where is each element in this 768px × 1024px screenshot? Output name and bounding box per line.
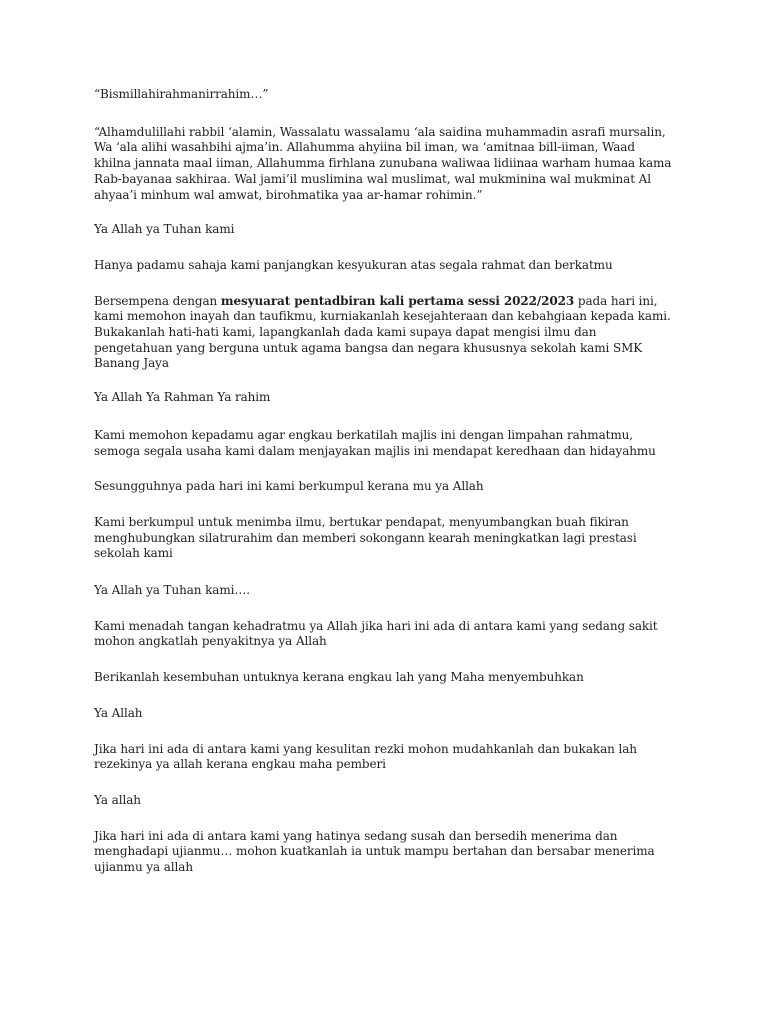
paragraph-heading-tuhan-kami: Ya Allah ya Tuhan kami….: [94, 583, 250, 598]
paragraph-sakit: Kami menadah tangan kehadratmu ya Allah jika hari ini ada di antara kami yang sedang sakit mohon angkatlah penyakitnya ya Allah: [94, 618, 658, 649]
paragraph-bersempena-post: pada hari ini, kami memohon inayah dan taufikmu, kurniakanlah kesejahteraan dan kebahgiaan kepada kami. Bukakanlah hati-hati kami, lapangkanlah dada kami supaya dapat mengisi ilmu dan pengetahuan yang berguna untuk agama bangsa dan negara khususnya sekolah kami SMK Banang Jaya: [94, 293, 671, 371]
paragraph-heading-rahman: Ya Allah Ya Rahman Ya rahim: [94, 390, 271, 405]
paragraph-menimba-ilmu: Kami berkumpul untuk menimba ilmu, bertukar pendapat, menyumbangkan buah fikiran menghubungkan silatrurahim dan memberi sokongann kearah meningkatkan lagi prestasi sekolah kami: [94, 514, 637, 561]
paragraph-bersempena: [94, 294, 674, 373]
paragraph-bersempena-pre: Bersempena dengan: [94, 293, 221, 308]
paragraph-kesembuhan: Berikanlah kesembuhan untuknya kerana engkau lah yang Maha menyembuhkan: [94, 670, 584, 685]
paragraph-heading-ya-allah-3: Ya allah: [94, 792, 141, 807]
paragraph-heading-ya-allah-2: Ya Allah: [94, 705, 143, 720]
paragraph-bismillah: “Bismillahirahmanirrahim…”: [94, 87, 269, 101]
paragraph-ujian: Jika hari ini ada di antara kami yang hatinya sedang susah dan bersedih menerima dan menghadapi ujianmu… mohon kuatkanlah ia untuk mampu bertahan dan bersabar menerima ujianmu ya allah: [94, 828, 655, 875]
paragraph-opening-doa: “Alhamdulillahi rabbil ‘alamin, Wassalatu wassalamu ‘ala saidina muhammadin asrafi mursalin, Wa ‘ala alihi wasahbihi ajma’in. Allahumma ahyiina bil iman, wa ‘amitnaa bill-iiman, Waad khilna jannata maal iiman, Allahumma firhlana zunubana waliwaa lidiinaa warham humaa kama Rab-bayanaa sakhiraa. Wal jami’il muslimina wal muslimat, wal mukminina wal mukminat Al ahyaa’i minhum wal amwat, birohmatika yaa ar-hamar rohimin.”: [94, 124, 672, 202]
paragraph-rezki: Jika hari ini ada di antara kami yang kesulitan rezki mohon mudahkanlah dan bukakan lah rezekinya ya allah kerana engkau maha pemberi: [94, 741, 637, 772]
paragraph-berkati-majlis: Kami memohon kepadamu agar engkau berkatilah majlis ini dengan limpahan rahmatmu, semoga segala usaha kami dalam menjayakan majlis ini mendapat keredhaan dan hidayahmu: [94, 427, 656, 458]
paragraph-heading-ya-allah: Ya Allah ya Tuhan kami: [94, 222, 235, 237]
document-page: [94, 87, 674, 896]
paragraph-kesyukuran: Hanya padamu sahaja kami panjangkan kesyukuran atas segala rahmat dan berkatmu: [94, 257, 613, 272]
paragraph-berkumpul: Sesungguhnya pada hari ini kami berkumpul kerana mu ya Allah: [94, 479, 484, 494]
meeting-title-bold: mesyuarat pentadbiran kali pertama sessi 2022/2023: [220, 293, 575, 308]
